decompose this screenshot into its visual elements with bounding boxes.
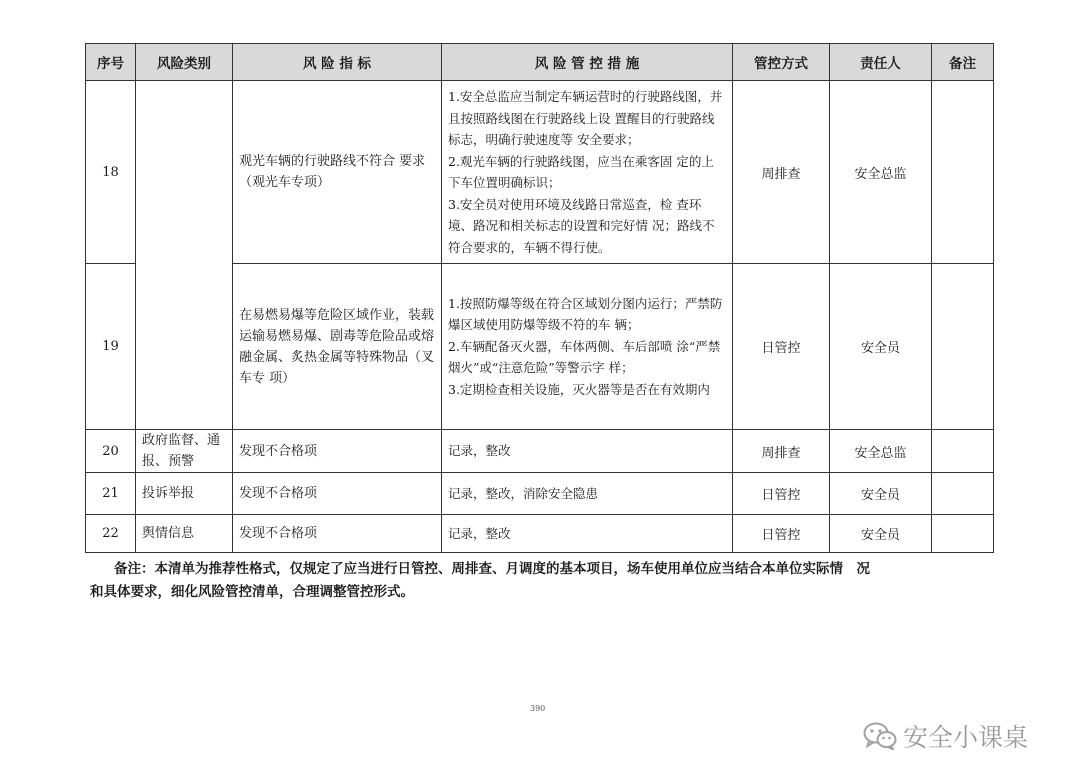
row-method: 日管控 — [733, 264, 830, 430]
row-remark — [932, 515, 994, 553]
measure-item: 记录，整改 — [448, 443, 511, 459]
wechat-icon — [863, 722, 897, 750]
row-no: 18 — [86, 81, 136, 264]
row-indicator: 观光车辆的行驶路线不符合 要求（观光车专项） — [233, 81, 442, 264]
table-row — [86, 81, 994, 264]
table-row — [86, 473, 994, 515]
risk-control-table — [85, 43, 994, 553]
row-measures — [442, 515, 733, 553]
row-indicator: 在易燃易爆等危险区域作业，装载运输易燃易爆、剧毒等危险品或熔融金属、炙热金属等特殊物品（叉车专 项） — [233, 264, 442, 430]
table-header-row — [86, 44, 994, 81]
footnote-line-1: 备注：本清单为推荐性格式，仅规定了应当进行日管控、周排查、月调度的基本项目，场车使用单位应当结合本单位实际情 况 — [114, 561, 870, 577]
measure-item: 3.定期检查相关设施，灭火器等是否在有效期内 — [448, 381, 710, 397]
row-no: 19 — [86, 264, 136, 430]
footnote-line-2: 和具体要求，细化风险管控清单，合理调整管控形式。 — [90, 584, 414, 600]
measure-item: 1.按照防爆等级在符合区域划分图内运行；严禁防爆区域使用防爆等级不符的车 辆； — [448, 295, 723, 333]
row-method: 日管控 — [733, 515, 830, 553]
row-method: 日管控 — [733, 473, 830, 515]
row-method: 周排查 — [733, 81, 830, 264]
measure-item: 2.车辆配备灭火器，车体两侧、车后部喷 涂“严禁烟火”或“注意危险”等警示字 样； — [448, 338, 721, 376]
row-owner: 安全员 — [830, 473, 932, 515]
table-footnote — [90, 558, 990, 604]
row-measures — [442, 81, 733, 264]
header-no: 序号 — [86, 44, 136, 81]
header-method: 管控方式 — [733, 44, 830, 81]
header-measures: 风 险 管 控 措 施 — [442, 44, 733, 81]
row-owner: 安全总监 — [830, 430, 932, 473]
header-indicator: 风 险 指 标 — [233, 44, 442, 81]
row-measures — [442, 473, 733, 515]
measure-item: 3.安全员对使用环境及线路日常巡查，检 查环境、路况和相关标志的设置和完好情 况；路线不符合要求的，车辆不得行使。 — [448, 196, 715, 255]
table-row — [86, 430, 994, 473]
row-indicator: 发现不合格项 — [233, 473, 442, 515]
row-indicator: 发现不合格项 — [233, 515, 442, 553]
measure-item: 2.观光车辆的行驶路线图，应当在乘客固 定的上下车位置明确标识； — [448, 153, 714, 190]
row-category: 政府监督、通报、预警 — [136, 430, 233, 473]
measure-item: 记录，整改，消除安全隐患 — [448, 485, 599, 501]
header-owner: 责任人 — [830, 44, 932, 81]
row-remark — [932, 473, 994, 515]
header-category: 风险类别 — [136, 44, 233, 81]
row-method: 周排查 — [733, 430, 830, 473]
page-number: 390 — [530, 704, 546, 713]
row-no: 20 — [86, 430, 136, 473]
measure-item: 记录，整改 — [448, 525, 511, 541]
row-category: 投诉举报 — [136, 473, 233, 515]
row-measures — [442, 430, 733, 473]
watermark-text: 安全小课桌 — [903, 723, 1029, 752]
row-remark — [932, 264, 994, 430]
row-category-empty — [136, 81, 233, 430]
row-measures — [442, 264, 733, 430]
watermark — [863, 718, 1028, 754]
row-category: 舆情信息 — [136, 515, 233, 553]
row-owner: 安全员 — [830, 515, 932, 553]
row-indicator: 发现不合格项 — [233, 430, 442, 473]
header-remark: 备注 — [932, 44, 994, 81]
row-no: 21 — [86, 473, 136, 515]
row-owner: 安全员 — [830, 264, 932, 430]
row-remark — [932, 430, 994, 473]
row-no: 22 — [86, 515, 136, 553]
row-remark — [932, 81, 994, 264]
measure-item: 1.安全总监应当制定车辆运营时的行驶路线图，并且按照路线图在行驶路线上设 置醒目的行驶路线标志，明确行驶速度等 安全要求； — [448, 89, 723, 147]
row-owner: 安全总监 — [830, 81, 932, 264]
table-row — [86, 515, 994, 553]
